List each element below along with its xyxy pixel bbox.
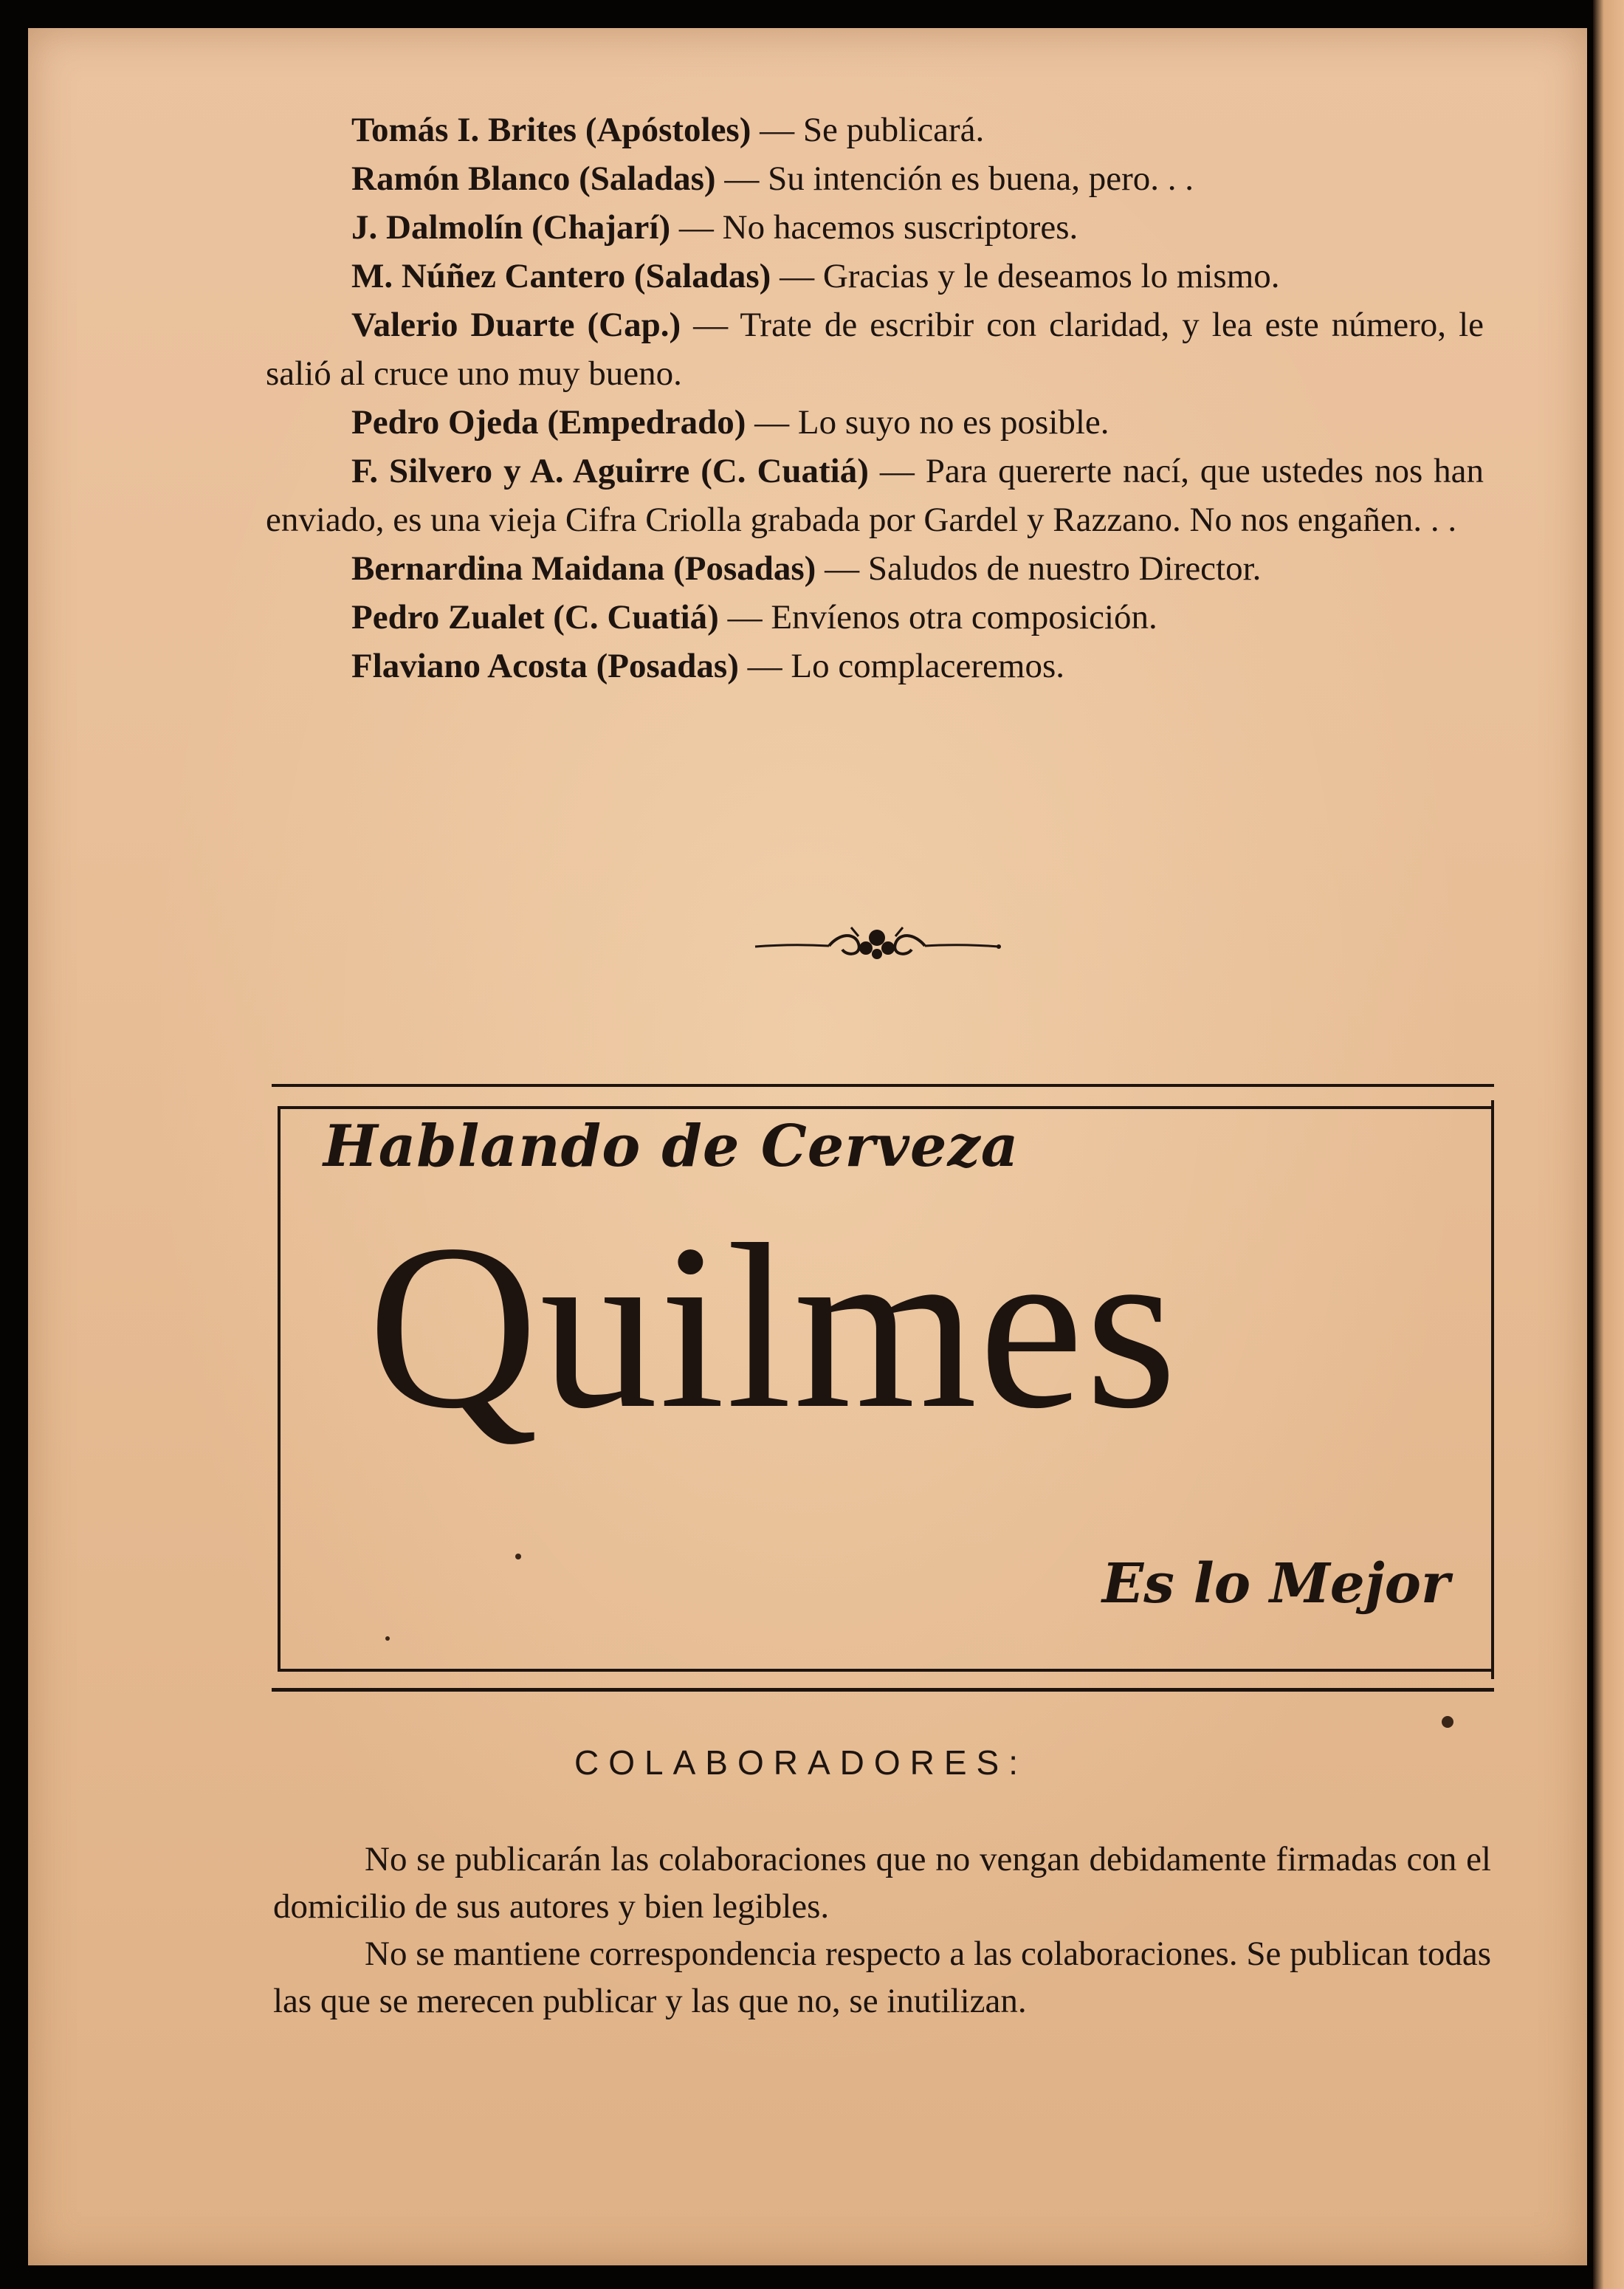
- reply-name: J. Dalmolín (Chajarí): [351, 208, 671, 247]
- reply-item: [266, 154, 1484, 203]
- document-page: [28, 28, 1587, 2265]
- reply-item: [266, 301, 1484, 398]
- reply-item: [266, 447, 1484, 544]
- ad-slogan: Es lo Mejor: [1101, 1552, 1450, 1616]
- notice-paragraph: No se mantiene correspondencia respecto a las colaboraciones. Se publican todas las que se merecen publicar y las que no, se inutilizan.: [273, 1935, 1491, 2020]
- reply-text: — Saludos de nuestro Director.: [825, 549, 1262, 588]
- reply-item: [266, 593, 1484, 642]
- reply-name: Valerio Duarte (Cap.): [351, 306, 681, 344]
- reply-text: — Su intención es buena, pero. . .: [724, 159, 1194, 198]
- reply-name: Flaviano Acosta (Posadas): [351, 647, 739, 685]
- reply-name: Pedro Zualet (C. Cuatiá): [351, 598, 719, 636]
- reply-name: Bernardina Maidana (Posadas): [351, 549, 816, 588]
- quilmes-advertisement: [272, 1084, 1494, 1692]
- reply-name: F. Silvero y A. Aguirre (C. Cuatiá): [351, 452, 869, 490]
- reply-name: Tomás I. Brites (Apóstoles): [351, 111, 751, 149]
- reply-item: [266, 544, 1484, 593]
- ink-speck: [515, 1554, 521, 1559]
- reply-text: — Trate de escribir con claridad, y lea este número, le salió al cruce uno muy bueno.: [266, 306, 1484, 393]
- reply-text: — Lo complaceremos.: [747, 647, 1064, 685]
- reply-text: — Lo suyo no es posible.: [754, 403, 1109, 442]
- ad-brand: Quilmes: [368, 1196, 1179, 1458]
- collaborators-notice: [273, 1836, 1491, 2025]
- reply-item: [266, 252, 1484, 301]
- adjacent-page-edge: [1593, 0, 1624, 2289]
- reply-name: Pedro Ojeda (Empedrado): [351, 403, 746, 442]
- floral-divider-icon: [748, 922, 1006, 966]
- reply-item: [266, 203, 1484, 252]
- reply-text: — Gracias y le deseamos lo mismo.: [780, 257, 1280, 295]
- reply-text: — Envíenos otra composición.: [727, 598, 1157, 636]
- reply-item: [266, 398, 1484, 447]
- reply-item: [266, 642, 1484, 690]
- reply-text: — Para quererte nací, que ustedes nos han enviado, es una vieja Cifra Criolla grabada por Gardel y Razzano. No nos engañen. . .: [266, 452, 1484, 539]
- reply-item: [266, 106, 1484, 154]
- notice-paragraph: No se publicarán las colaboraciones que no vengan debidamente firmadas con el domicilio de sus autores y bien legibles.: [273, 1840, 1491, 1926]
- ad-frame-right-edge: [1491, 1100, 1494, 1679]
- collaborators-heading: COLABORADORES:: [574, 1743, 1028, 1782]
- ad-tagline: Hablando de Cerveza: [323, 1113, 1019, 1180]
- ink-speck: [1442, 1716, 1453, 1728]
- reply-text: — No hacemos suscriptores.: [678, 208, 1078, 247]
- reply-name: M. Núñez Cantero (Saladas): [351, 257, 771, 295]
- ink-speck: [385, 1636, 390, 1641]
- reader-replies: [266, 106, 1484, 690]
- reply-text: — Se publicará.: [760, 111, 985, 149]
- reply-name: Ramón Blanco (Saladas): [351, 159, 716, 198]
